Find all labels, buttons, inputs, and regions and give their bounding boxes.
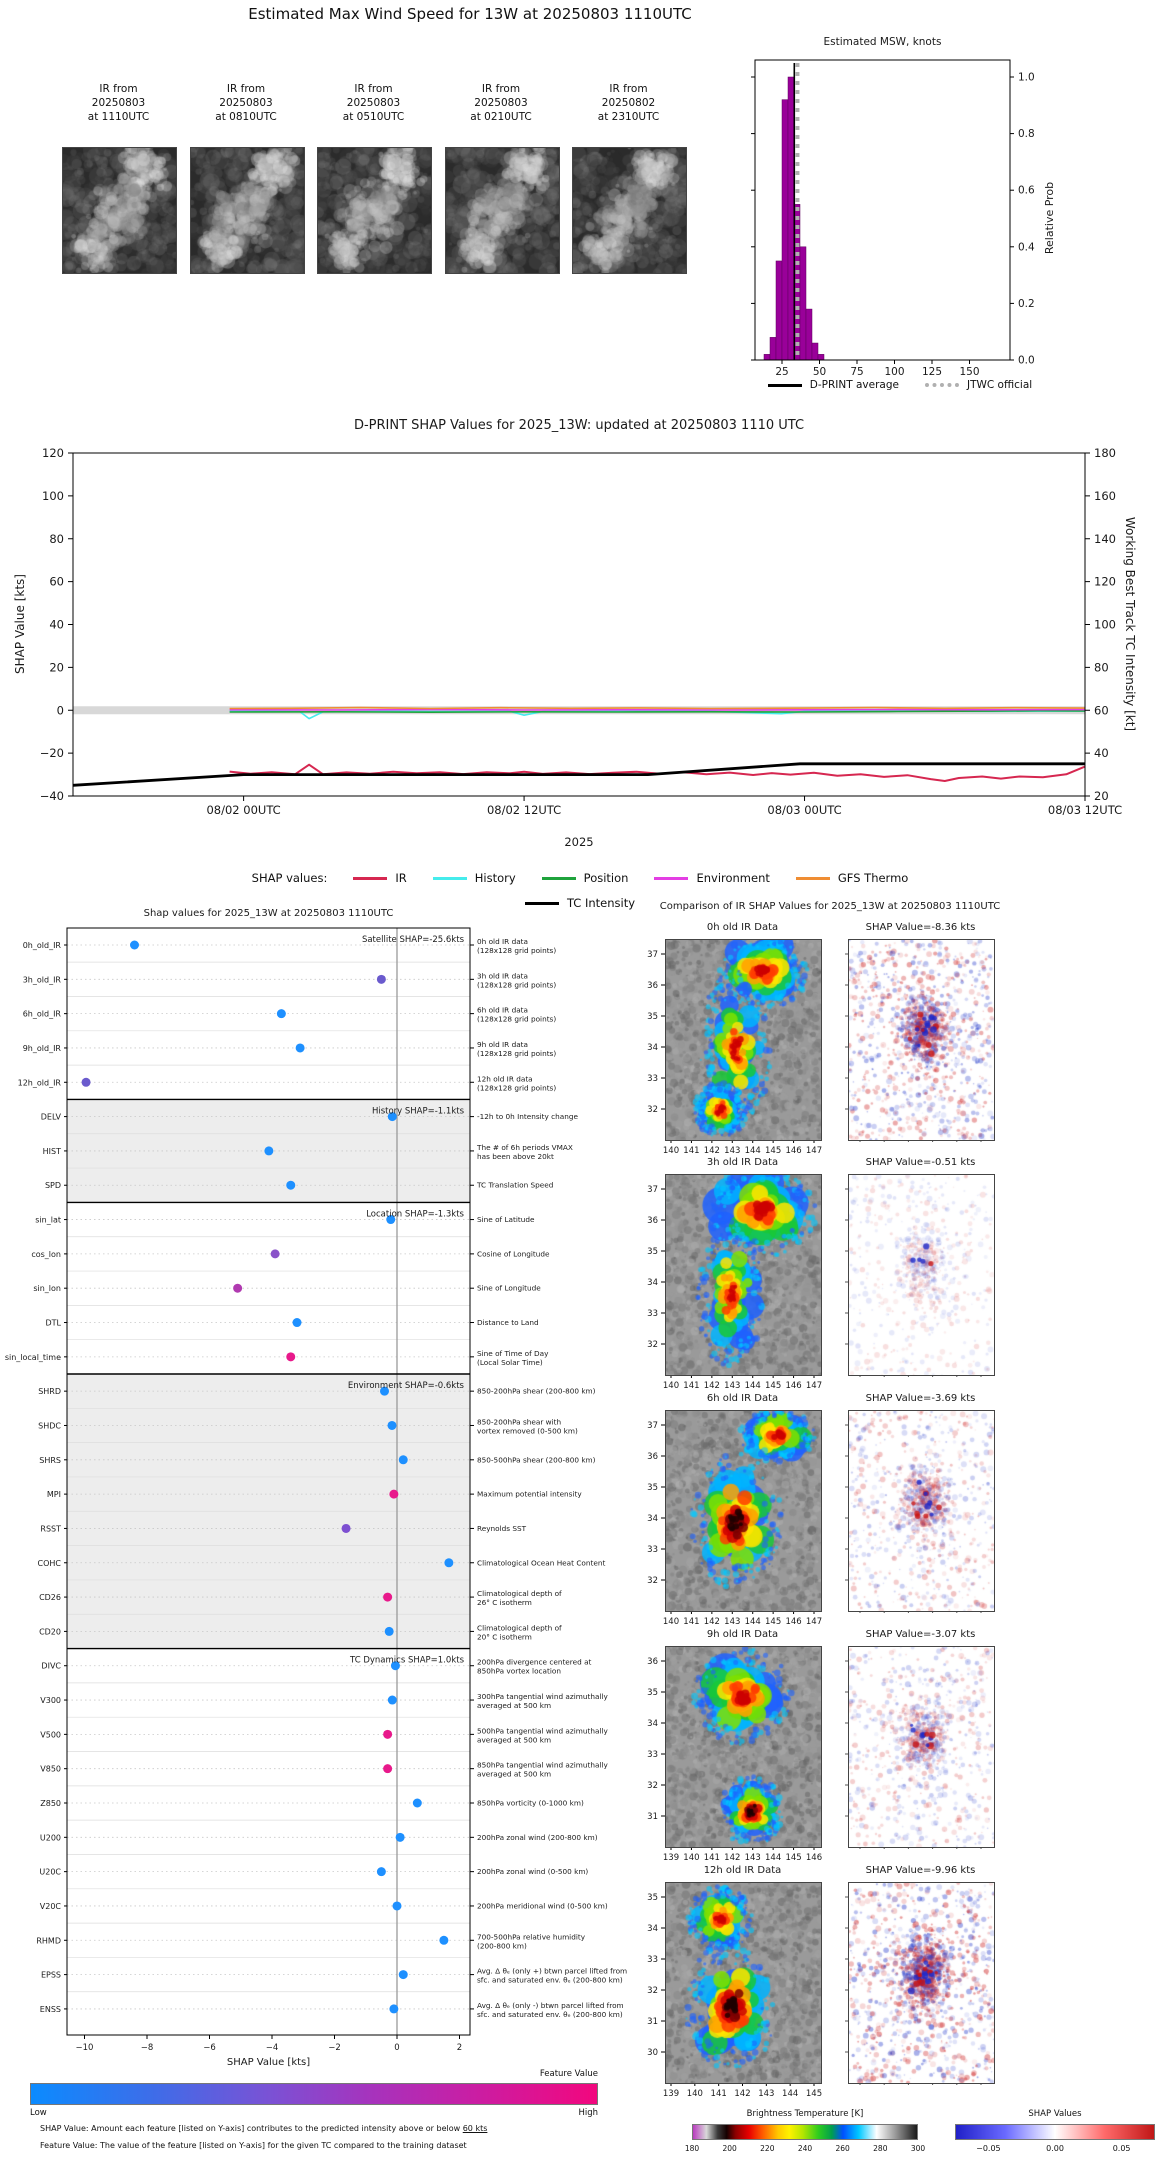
shap-dot-12h_old_IR [82,1078,91,1087]
svg-text:0: 0 [394,2043,400,2053]
svg-text:Working Best Track TC Intensit: Working Best Track TC Intensity [kt] [1123,516,1137,732]
bt-tick-label: 300 [910,2144,926,2153]
svg-text:TC Translation Speed: TC Translation Speed [477,1180,554,1190]
timeseries-title: D-PRINT SHAP Values for 2025_13W: updated at 20250803 1110 UTC [353,418,805,433]
svg-text:Avg. Δ θₑ (only -) btwn parcel: Avg. Δ θₑ (only -) btwn parcel lifted from sfc. and saturated env. θₑ (200-800 km) [477,2000,624,2019]
shap-dot-RHMD [439,1936,448,1945]
svg-text:3h old IR data(128x128 grid po: 3h old IR data (128x128 grid points) [477,971,557,990]
svg-text:143: 143 [724,1617,741,1627]
bt-tick-label: 260 [835,2144,850,2153]
bt-tick-label: 180 [684,2144,700,2153]
svg-text:142: 142 [724,1853,741,1863]
svg-text:The # of 6h periods VMAXhas be: The # of 6h periods VMAX has been above 20kt [477,1142,573,1161]
shap-dot-SPD [286,1181,295,1190]
svg-text:34: 34 [647,1278,658,1288]
svg-text:144: 144 [782,2089,799,2099]
legend-label: GFS Thermo [837,871,909,885]
svg-text:33: 33 [647,1074,658,1084]
svg-text:145: 145 [765,1146,782,1156]
svg-text:V850: V850 [40,1764,61,1774]
svg-text:141: 141 [710,2089,727,2099]
svg-text:200hPa meridional wind (0-500: 200hPa meridional wind (0-500 km) [477,1901,608,1911]
shap-values-colorbar [955,2124,1155,2140]
svg-text:08/02 00UTC: 08/02 00UTC [206,803,281,817]
brightness-temperature-ticks [684,2144,926,2156]
svg-text:20: 20 [49,660,64,675]
svg-text:2: 2 [456,2043,463,2053]
svg-text:40: 40 [49,617,64,632]
svg-text:150: 150 [959,366,980,378]
shap-dot-SHDC [388,1421,397,1430]
shap-dot-6h_old_IR [277,1009,286,1018]
svg-text:142: 142 [703,1146,720,1156]
legend-label: Environment [696,871,770,885]
shap-dot-EPSS [399,1970,408,1979]
svg-text:141: 141 [683,1381,700,1391]
svg-text:0h old IR data(128x128 grid po: 0h old IR data (128x128 grid points) [477,937,557,955]
legend-label: D-PRINT average [809,379,899,391]
svg-text:34: 34 [647,1043,658,1053]
histogram-title: Estimated MSW, knots [823,36,942,48]
svg-text:850-500hPa shear (200-800 km): 850-500hPa shear (200-800 km) [477,1455,596,1465]
svg-text:Avg. Δ θₑ (only +) btwn parcel: Avg. Δ θₑ (only +) btwn parcel lifted from sfc. and saturated env. θₑ (200-800 km) [477,1966,628,1985]
svg-text:145: 145 [765,1617,782,1627]
feature-value-colorbar-label: Feature Value [539,2069,598,2079]
svg-text:36: 36 [647,1452,658,1462]
svg-text:DIVC: DIVC [41,1661,61,1671]
shap-dot-3h_old_IR [377,975,386,984]
shap-dot-V500 [383,1730,392,1739]
legend-label: Position [583,871,629,885]
ir-thumbnail-label: IR from 20250803 at 0810UTC [215,83,277,124]
section-header: Satellite SHAP=-25.6kts [361,935,464,945]
svg-text:32: 32 [647,1576,658,1586]
svg-text:33: 33 [647,1955,658,1965]
svg-text:141: 141 [683,1617,700,1627]
svg-text:144: 144 [744,1146,761,1156]
svg-text:HIST: HIST [42,1146,61,1156]
shap-dot-9h_old_IR [296,1043,305,1052]
shap-panel-title: SHAP Value=-0.51 kts [865,1157,976,1168]
svg-text:140: 140 [686,2089,703,2099]
svg-text:DTL: DTL [45,1318,61,1328]
svg-text:V500: V500 [40,1730,61,1740]
shap-dot-U20C [377,1867,386,1876]
ir-data-panel [665,1646,822,1848]
svg-text:−10: −10 [75,2043,94,2053]
shap-dot-COHC [444,1558,453,1567]
svg-text:RSST: RSST [40,1524,61,1534]
shap-cb-tick-label: −0.05 [976,2144,1001,2153]
svg-text:31: 31 [647,2017,658,2027]
svg-text:180: 180 [1094,446,1116,460]
svg-text:Distance to Land: Distance to Land [477,1318,539,1328]
ir-panel-title: 12h old IR Data [703,1865,782,1876]
bt-tick-label: 200 [722,2144,737,2153]
shap-value-panel [848,1646,995,1848]
ir-panel-title: 9h old IR Data [706,1629,779,1640]
svg-text:COHC: COHC [37,1558,61,1568]
shap-dotplot [5,928,627,2068]
svg-text:146: 146 [805,1853,823,1863]
ir-data-panel [665,1882,822,2084]
svg-text:139: 139 [662,2089,680,2099]
svg-text:Climatological depth of26° C i: Climatological depth of 26° C isotherm [477,1589,562,1608]
svg-text:MPI: MPI [46,1490,61,1500]
shap-dot-V20C [393,1901,402,1910]
svg-text:143: 143 [724,1381,741,1391]
ir-panel-title: 0h old IR Data [706,922,779,933]
shap-dot-ENSS [389,2004,398,2013]
bt-tick-label: 240 [797,2144,813,2153]
svg-text:Climatological Ocean Heat Cont: Climatological Ocean Heat Content [477,1558,606,1568]
shap-value-panel [848,1882,995,2084]
svg-text:32: 32 [647,1105,658,1115]
svg-text:147: 147 [805,1146,823,1156]
svg-text:300hPa tangential wind azimuth: 300hPa tangential wind azimuthally averaged at 500 km [477,1692,608,1711]
svg-text:500hPa tangential wind azimuth: 500hPa tangential wind azimuthally averaged at 500 km [477,1726,608,1745]
svg-text:120: 120 [42,446,64,460]
series-tc-intensity [73,764,1085,786]
svg-text:25: 25 [775,366,789,378]
svg-text:2025: 2025 [564,835,594,849]
shap-dot-CD26 [383,1593,392,1602]
svg-text:DELV: DELV [40,1112,61,1122]
svg-text:Relative Prob: Relative Prob [1043,181,1056,255]
svg-text:SHRD: SHRD [38,1387,61,1397]
svg-text:Sine of Longitude: Sine of Longitude [477,1283,541,1293]
ir-thumbnail-image [190,147,305,274]
svg-text:U20C: U20C [39,1867,61,1877]
svg-text:ENSS: ENSS [39,2004,61,2014]
svg-text:80: 80 [49,531,64,546]
svg-text:35: 35 [647,1893,658,1903]
svg-text:U200: U200 [39,1833,61,1843]
svg-text:Maximum potential intensity: Maximum potential intensity [477,1489,582,1499]
svg-text:Reynolds SST: Reynolds SST [477,1523,527,1533]
svg-text:141: 141 [703,1853,720,1863]
ir-thumbnail-image [445,147,560,274]
svg-text:120: 120 [1094,574,1116,589]
svg-text:140: 140 [662,1381,680,1391]
svg-text:−4: −4 [265,2043,279,2053]
svg-text:0.4: 0.4 [1018,241,1035,254]
ir-data-panel [665,939,822,1141]
shap-values-ticks [955,2144,1155,2156]
ir-panel-title: 6h old IR Data [706,1393,779,1404]
svg-text:sin_lon: sin_lon [33,1284,61,1294]
svg-text:33: 33 [647,1309,658,1319]
svg-text:36: 36 [647,1657,658,1667]
timeseries-plot [13,446,1137,849]
svg-text:sin_lat: sin_lat [35,1215,61,1225]
ir-comparison-title: Comparison of IR SHAP Values for 2025_13W at 20250803 1110UTC [659,901,1001,912]
svg-text:9h_old_IR: 9h_old_IR [22,1043,61,1053]
shap-dot-CD20 [385,1627,394,1636]
svg-text:50: 50 [812,366,827,378]
svg-text:1.0: 1.0 [1018,71,1035,84]
svg-text:Cosine of Longitude: Cosine of Longitude [477,1249,550,1259]
svg-text:37: 37 [647,1185,658,1195]
section-header: Environment SHAP=-0.6kts [347,1381,464,1392]
svg-text:SHAP Value [kts]: SHAP Value [kts] [226,2057,311,2068]
bt-tick-label: 280 [873,2144,888,2153]
svg-text:850-200hPa shear withvortex re: 850-200hPa shear with vortex removed (0-500 km) [477,1417,578,1436]
svg-text:32: 32 [647,1781,658,1791]
svg-text:EPSS: EPSS [40,1970,61,1980]
shap-dot-RSST [342,1524,351,1533]
svg-text:141: 141 [683,1146,700,1156]
svg-text:0h_old_IR: 0h_old_IR [22,941,61,950]
shap-value-panel [848,939,995,1141]
shap-panel-title: SHAP Value=-3.07 kts [865,1629,976,1640]
feature-value-colorbar [30,2083,598,2105]
histogram-plot [751,60,1056,378]
svg-text:144: 144 [765,1853,782,1863]
shap-dot-SHRS [399,1455,408,1464]
svg-text:V20C: V20C [39,1901,61,1911]
ir-data-panel [665,1410,822,1612]
svg-text:34: 34 [647,1719,658,1729]
svg-text:142: 142 [734,2089,751,2099]
ir-data-panel [665,1174,822,1376]
section-header: History SHAP=-1.1kts [371,1106,464,1117]
svg-text:cos_lon: cos_lon [31,1249,61,1259]
svg-text:34: 34 [647,1924,658,1934]
svg-text:32: 32 [647,1986,658,1996]
ir-thumbnail-label: IR from 20250803 at 1110UTC [87,83,150,124]
svg-text:−40: −40 [39,789,64,803]
svg-text:36: 36 [647,1216,658,1226]
ir-thumbnail-label: IR from 20250802 at 2310UTC [597,83,660,124]
svg-text:146: 146 [785,1617,802,1627]
svg-text:Z850: Z850 [40,1799,61,1808]
svg-text:100: 100 [1094,617,1116,632]
svg-text:143: 143 [724,1146,741,1156]
footnote-feature-value: Feature Value: The value of the feature [listed on Y-axis] for the given TC compared to the training dataset [40,2141,467,2150]
svg-text:−20: −20 [39,746,64,761]
svg-text:RHMD: RHMD [36,1936,61,1946]
ir-thumbnail-label: IR from 20250803 at 0210UTC [470,83,532,124]
svg-text:08/02 12UTC: 08/02 12UTC [486,803,562,817]
svg-text:145: 145 [805,2089,823,2099]
svg-text:12h old IR data(128x128 grid p: 12h old IR data (128x128 grid points) [477,1074,557,1093]
shap-dot-V300 [388,1696,397,1705]
svg-text:20: 20 [1094,789,1109,803]
svg-text:30: 30 [647,2048,658,2058]
svg-text:6h_old_IR: 6h_old_IR [22,1009,61,1019]
svg-text:34: 34 [647,1514,658,1524]
shap-value-panel [848,1174,995,1376]
svg-text:140: 140 [662,1146,680,1156]
svg-text:60: 60 [49,574,64,589]
svg-text:31: 31 [647,1812,658,1822]
svg-text:V300: V300 [40,1696,61,1706]
svg-text:850hPa tangential wind azimuth: 850hPa tangential wind azimuthally averaged at 500 km [477,1760,608,1779]
feature-value-high-label: High [578,2108,598,2118]
feature-value-low-label: Low [30,2108,47,2118]
svg-text:Sine of Time of Day(Local Sola: Sine of Time of Day (Local Solar Time) [477,1348,549,1367]
shap-dot-MPI [389,1490,398,1499]
svg-text:143: 143 [744,1853,761,1863]
svg-text:200hPa zonal wind (200-800 km): 200hPa zonal wind (200-800 km) [477,1832,598,1842]
section-header: TC Dynamics SHAP=1.0kts [350,1655,464,1666]
svg-text:145: 145 [785,1853,802,1863]
svg-text:100: 100 [42,488,64,503]
svg-text:100: 100 [884,366,905,378]
svg-text:40: 40 [1094,746,1109,761]
svg-text:700-500hPa relative humidity(2: 700-500hPa relative humidity (200-800 km) [477,1932,586,1951]
svg-text:140: 140 [1094,531,1116,546]
svg-text:3h_old_IR: 3h_old_IR [22,975,61,985]
svg-text:37: 37 [647,1421,658,1431]
shap-dot-sin_local_time [286,1352,295,1361]
shap-value-panel [848,1410,995,1612]
ir-thumbnail-image [62,147,177,274]
shap-dot-cos_lon [271,1249,280,1258]
shap-dot-0h_old_IR [130,941,139,950]
footnote-shap-value [40,2124,740,2133]
shap-dot-DTL [293,1318,302,1327]
legend-label: History [474,871,516,885]
bt-tick-label: 220 [760,2144,775,2153]
svg-text:6h old IR data(128x128 grid po: 6h old IR data (128x128 grid points) [477,1005,557,1024]
svg-text:0.6: 0.6 [1018,184,1035,197]
section-header: Location SHAP=-1.3kts [366,1209,464,1220]
shap-dot-U200 [396,1833,405,1842]
legend-label: JTWC official [967,379,1033,391]
svg-text:146: 146 [785,1381,802,1391]
svg-text:142: 142 [703,1381,720,1391]
svg-text:144: 144 [744,1381,761,1391]
shap-panel-title: SHAP Value=-8.36 kts [865,922,976,933]
shap-panel-title: SHAP Value=-3.69 kts [865,1393,976,1404]
svg-text:9h old IR data(128x128 grid po: 9h old IR data (128x128 grid points) [477,1039,557,1058]
legend-title: SHAP values: [251,871,328,885]
shap-values-colorbar-label: SHAP Values [1028,2109,1082,2119]
svg-text:08/03 12UTC: 08/03 12UTC [1047,803,1123,817]
svg-text:35: 35 [647,1247,658,1257]
svg-text:850hPa vorticity (0-1000 km): 850hPa vorticity (0-1000 km) [477,1798,584,1808]
legend-label: TC Intensity [566,896,636,910]
svg-text:36: 36 [647,981,658,991]
svg-text:143: 143 [758,2089,775,2099]
svg-text:35: 35 [647,1688,658,1698]
svg-text:35: 35 [647,1483,658,1493]
svg-text:147: 147 [805,1381,823,1391]
svg-text:−6: −6 [203,2043,216,2053]
svg-text:139: 139 [662,1853,680,1863]
svg-text:33: 33 [647,1750,658,1760]
shap-dot-sin_lon [233,1284,242,1293]
shap-dot-Z850 [413,1799,422,1808]
svg-text:SHRS: SHRS [39,1455,61,1465]
svg-text:0.8: 0.8 [1018,128,1035,141]
svg-text:75: 75 [850,366,864,378]
svg-text:SHAP Value [kts]: SHAP Value [kts] [13,574,27,674]
shap-dot-HIST [264,1146,273,1155]
svg-text:850-200hPa shear (200-800 km): 850-200hPa shear (200-800 km) [477,1386,596,1396]
svg-text:146: 146 [785,1146,802,1156]
svg-text:147: 147 [805,1617,823,1627]
svg-text:SPD: SPD [44,1181,61,1191]
footnote-shap-value-text: SHAP Value: Amount each feature [listed on Y-axis] contributes to the predicted intensity above or below [40,2124,463,2133]
shap-dotplot-title: Shap values for 2025_13W at 20250803 1110UTC [143,908,394,919]
svg-text:CD20: CD20 [39,1627,61,1637]
svg-text:0: 0 [56,703,64,718]
svg-text:200hPa divergence centered at8: 200hPa divergence centered at 850hPa vortex location [477,1657,592,1676]
svg-text:08/03 00UTC: 08/03 00UTC [767,803,842,817]
svg-text:144: 144 [744,1617,761,1627]
ir-thumbnail-image [317,147,432,274]
svg-text:200hPa zonal wind (0-500 km): 200hPa zonal wind (0-500 km) [477,1867,589,1877]
svg-text:37: 37 [647,950,658,960]
footnote-underlined-threshold: 60 kts [462,2124,488,2133]
svg-text:−2: −2 [328,2043,341,2053]
svg-text:-12h to 0h Intensity change: -12h to 0h Intensity change [477,1112,579,1122]
svg-text:0.0: 0.0 [1018,354,1035,367]
shap-cb-tick-label: 0.00 [1046,2144,1064,2153]
figure-title: Estimated Max Wind Speed for 13W at 20250803 1110UTC [248,5,692,23]
svg-text:35: 35 [647,1012,658,1022]
svg-text:142: 142 [703,1617,720,1627]
svg-text:160: 160 [1094,488,1116,503]
ir-thumbnail-image [572,147,687,274]
svg-text:CD26: CD26 [39,1593,61,1603]
svg-text:SHDC: SHDC [38,1421,61,1431]
svg-text:80: 80 [1094,660,1109,675]
svg-text:145: 145 [765,1381,782,1391]
svg-text:−8: −8 [140,2043,154,2053]
svg-text:60: 60 [1094,703,1109,718]
svg-text:sin_local_time: sin_local_time [4,1352,61,1362]
brightness-temperature-colorbar-label: Brightness Temperature [K] [746,2109,864,2119]
legend-label: IR [395,871,407,885]
svg-text:140: 140 [662,1617,680,1627]
shap-dot-V850 [383,1764,392,1773]
shap-panel-title: SHAP Value=-9.96 kts [865,1865,976,1876]
svg-text:0.2: 0.2 [1018,297,1035,310]
shap-cb-tick-label: 0.05 [1112,2144,1131,2153]
svg-text:125: 125 [921,366,943,378]
brightness-temperature-colorbar [692,2124,918,2140]
svg-text:32: 32 [647,1340,658,1350]
svg-text:Sine of Latitude: Sine of Latitude [477,1215,535,1225]
svg-text:140: 140 [683,1853,700,1863]
ir-thumbnail-label: IR from 20250803 at 0510UTC [342,83,405,124]
svg-text:Climatological depth of20° C i: Climatological depth of 20° C isotherm [477,1623,562,1642]
ir-panel-title: 3h old IR Data [706,1157,779,1168]
svg-text:12h_old_IR: 12h_old_IR [17,1078,61,1088]
svg-text:33: 33 [647,1545,658,1555]
